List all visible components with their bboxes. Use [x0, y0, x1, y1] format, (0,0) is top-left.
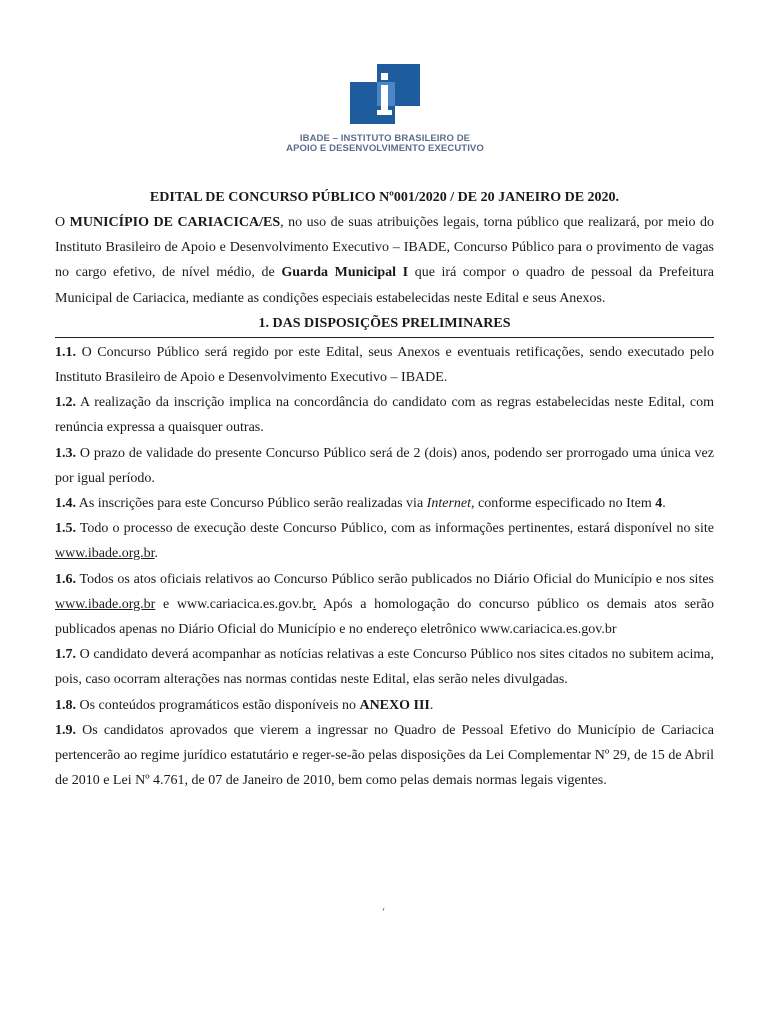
item-number: 1.4. [55, 496, 76, 512]
intro-text-1: O [55, 215, 70, 230]
item-1-1 [55, 340, 714, 390]
ibade-site-link[interactable]: www.ibade.org.br [55, 596, 156, 612]
item-1-3 [55, 441, 714, 491]
item-text: Todo o processo de execução deste Concurso Público, com as informações pertinentes, estará disponível no site [76, 521, 714, 537]
item-text: As inscrições para este Concurso Público serão realizadas via [76, 496, 427, 512]
item-1-6 [55, 567, 714, 643]
item-text: Os conteúdos programáticos estão disponíveis no [76, 697, 360, 713]
org-name-line2: APOIO E DESENVOLVIMENTO EXECUTIVO [286, 143, 484, 154]
item-1-9 [55, 718, 714, 794]
intro-paragraph [55, 210, 714, 311]
ibade-site-link[interactable]: www.ibade.org.br [55, 546, 155, 562]
item-text: O prazo de validade do presente Concurso Público será de 2 (dois) anos, podendo ser prorrogado uma única vez por igual período. [55, 445, 714, 486]
document-body [55, 185, 714, 793]
item-number: 1.1. [55, 344, 76, 360]
item-1-8 [55, 693, 714, 718]
intro-text-2: , no uso de suas atribuições legais, torna público que realizará, por meio do Instituto Brasileiro de Apoio e Desenvolvimento Executivo – IBADE, Concurso Público para o provimento de vagas no cargo efetivo, de nível médio, de [55, 215, 714, 281]
item-text: , conforme especificado no Item [471, 496, 656, 512]
intro-text-3: que irá compor o quadro de pessoal da Prefeitura Municipal de Cariacica, mediante as condições especiais estabelecidas neste Edital e seus Anexos. [55, 265, 714, 306]
document-title: EDITAL DE CONCURSO PÚBLICO Nº001/2020 / DE 20 JANEIRO DE 2020. [149, 190, 620, 205]
ibade-logo-text [0, 134, 770, 154]
item-1-7 [55, 642, 714, 692]
section-divider [55, 337, 714, 338]
ibade-logo-icon [350, 64, 420, 124]
item-text: e www.cariacica.es.gov.br [155, 596, 313, 612]
item-text: . [154, 546, 159, 562]
annex-reference: ANEXO III [359, 697, 430, 713]
item-reference: 4 [655, 496, 663, 512]
item-text: . [662, 496, 666, 512]
item-number: 1.3. [55, 445, 76, 461]
item-text: Os candidatos aprovados que vierem a ingressar no Quadro de Pessoal Efetivo do Município de Cariacica pertencerão ao regime jurídico estatutário e reger-se-ão pelas disposições da Lei Complementar Nº 29, de 15 de Abril de 2010 e Lei Nº 4.761, de 07 de Janeiro de 2010, bem como pelas demais normas legais vigentes. [55, 722, 714, 789]
item-number: 1.6. [55, 571, 76, 587]
ibade-logo [0, 64, 770, 154]
section-1-heading: 1. DAS DISPOSIÇÕES PRELIMINARES [258, 315, 511, 331]
org-name-line1: IBADE – INSTITUTO BRASILEIRO DE [299, 133, 471, 144]
item-1-2 [55, 390, 714, 440]
link-dot: . [312, 596, 317, 612]
item-text: O Concurso Público será regido por este Edital, seus Anexos e eventuais retificações, sendo executado pelo Instituto Brasileiro de Apoio e Desenvolvimento Executivo – IBADE. [55, 344, 714, 386]
item-1-5 [55, 516, 714, 566]
footer-mark: ‘ [382, 907, 386, 918]
item-text: O candidato deverá acompanhar as notícias relativas a este Concurso Público nos sites citados no subitem acima, pois, caso ocorram alterações nas normas contidas neste Edital, elas serão neles divulgadas. [55, 647, 714, 688]
item-1-4 [55, 491, 714, 516]
item-number: 1.8. [55, 697, 76, 713]
item-number: 1.9. [55, 722, 76, 738]
item-text: A realização da inscrição implica na concordância do candidato com as regras estabelecidas neste Edital, com renúncia expressa a quaisquer outras. [55, 395, 714, 436]
item-text: Após a homologação do concurso público os demais atos serão publicados apenas no Diário Oficial do Município e no endereço eletrônico www.cariacica.es.gov.br [55, 596, 714, 638]
position-name: Guarda Municipal I [281, 265, 409, 281]
item-number: 1.7. [55, 647, 76, 663]
item-text: Todos os atos oficiais relativos ao Concurso Público serão publicados no Diário Oficial do Município e nos sites [76, 571, 714, 587]
item-number: 1.2. [55, 395, 76, 411]
item-number: 1.5. [55, 521, 76, 537]
item-text: . [429, 697, 434, 713]
internet-term: Internet [426, 496, 471, 512]
municipality-name: MUNICÍPIO DE CARIACICA/ES [69, 215, 281, 230]
